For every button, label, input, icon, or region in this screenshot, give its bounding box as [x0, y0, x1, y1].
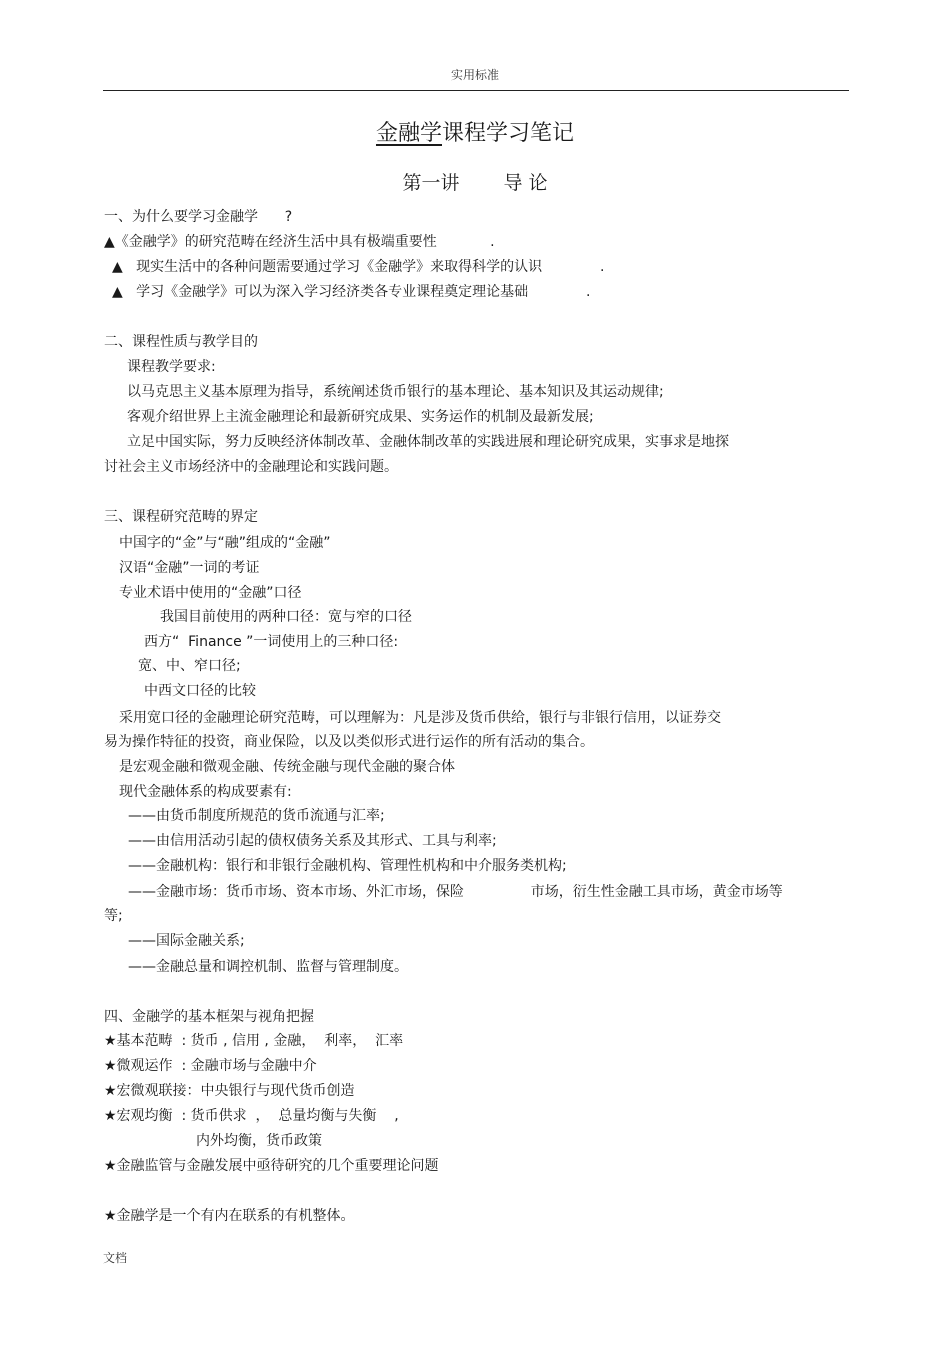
section-1-bullet: ▲《金融学》的研究范畴在经济生活中具有极端重要性 . — [104, 234, 495, 250]
section-3-heading: 三、课程研究范畴的界定 — [104, 509, 258, 525]
paragraph-line: 宽、中、窄口径; — [138, 658, 241, 674]
paragraph-line: 以马克思主义基本原理为指导，系统阐述货币银行的基本理论、基本知识及其运动规律; — [127, 384, 664, 400]
star-item: ★金融学是一个有内在联系的有机整体。 — [104, 1208, 355, 1224]
title-underlined: 金融学 — [375, 121, 442, 146]
star-item-continued: 内外均衡，货币政策 — [196, 1133, 322, 1149]
list-item: ——由货币制度所规范的货币流通与汇率; — [128, 808, 385, 824]
paragraph-line: 采用宽口径的金融理论研究范畴，可以理解为：凡是涉及货币供给，银行与非银行信用，以证券交 — [119, 710, 721, 726]
section-2-heading: 二、课程性质与教学目的 — [104, 334, 258, 350]
title-rest: 课程学习笔记 — [442, 121, 575, 146]
document-title — [0, 116, 950, 147]
star-item: ★宏观均衡 : 货币供求 ， 总量均衡与失衡 , — [104, 1108, 399, 1124]
list-item: ——金融总量和调控机制、监督与管理制度。 — [128, 959, 408, 975]
subtitle-right: 导 论 — [503, 172, 548, 194]
page-header: 实用标准 — [450, 68, 499, 82]
section-4-heading: 四、金融学的基本框架与视角把握 — [104, 1009, 314, 1025]
lecture-subtitle — [0, 168, 950, 195]
paragraph-line: 客观介绍世界上主流金融理论和最新研究成果、实务运作的机制及最新发展; — [127, 409, 594, 425]
star-item: ★宏微观联接：中央银行与现代货币创造 — [104, 1083, 355, 1099]
paragraph-line: 汉语“金融”一词的考证 — [119, 560, 260, 576]
list-item: ——由信用活动引起的债权债务关系及其形式、工具与利率; — [128, 833, 497, 849]
paragraph-line: 现代金融体系的构成要素有: — [119, 784, 292, 800]
paragraph-line: 是宏观金融和微观金融、传统金融与现代金融的聚合体 — [119, 759, 455, 775]
list-item-continued: 等; — [104, 908, 123, 924]
paragraph-line: 中国字的“金”与“融”组成的“金融” — [119, 535, 331, 551]
list-item: ——国际金融关系; — [128, 933, 245, 949]
star-item: ★基本范畴 : 货币 , 信用 , 金融， 利率， 汇率 — [104, 1033, 404, 1049]
list-item: ——金融市场：货币市场、资本市场、外汇市场，保险 市场，衍生性金融工具市场，黄金市场等 — [128, 884, 783, 900]
paragraph-line: 我国目前使用的两种口径：宽与窄的口径 — [160, 609, 412, 625]
list-item: ——金融机构：银行和非银行金融机构、管理性机构和中介服务类机构; — [128, 858, 567, 874]
header-rule — [103, 90, 849, 91]
paragraph-line: 易为操作特征的投资，商业保险，以及以类似形式进行运作的所有活动的集合。 — [104, 734, 594, 750]
paragraph-line: 讨社会主义市场经济中的金融理论和实践问题。 — [104, 459, 398, 475]
paragraph-line: 课程教学要求: — [127, 359, 216, 375]
section-1-bullet: ▲ 现实生活中的各种问题需要通过学习《金融学》来取得科学的认识 . — [112, 259, 605, 275]
paragraph-line: 立足中国实际，努力反映经济体制改革、金融体制改革的实践进展和理论研究成果，实事求是地探 — [127, 434, 729, 450]
star-item: ★金融监管与金融发展中亟待研究的几个重要理论问题 — [104, 1158, 439, 1174]
section-1-heading: 一、为什么要学习金融学 ? — [104, 209, 293, 225]
page-footer: 文档 — [103, 1251, 128, 1265]
section-1-bullet: ▲ 学习《金融学》可以为深入学习经济类各专业课程奠定理论基础 . — [112, 284, 591, 300]
paragraph-line: 中西文口径的比较 — [144, 683, 256, 699]
paragraph-line: 专业术语中使用的“金融”口径 — [119, 585, 302, 601]
subtitle-left: 第一讲 — [402, 172, 460, 194]
star-item: ★微观运作 : 金融市场与金融中介 — [104, 1058, 317, 1074]
paragraph-line: 西方“ Finance ”一词使用上的三种口径: — [144, 634, 399, 650]
